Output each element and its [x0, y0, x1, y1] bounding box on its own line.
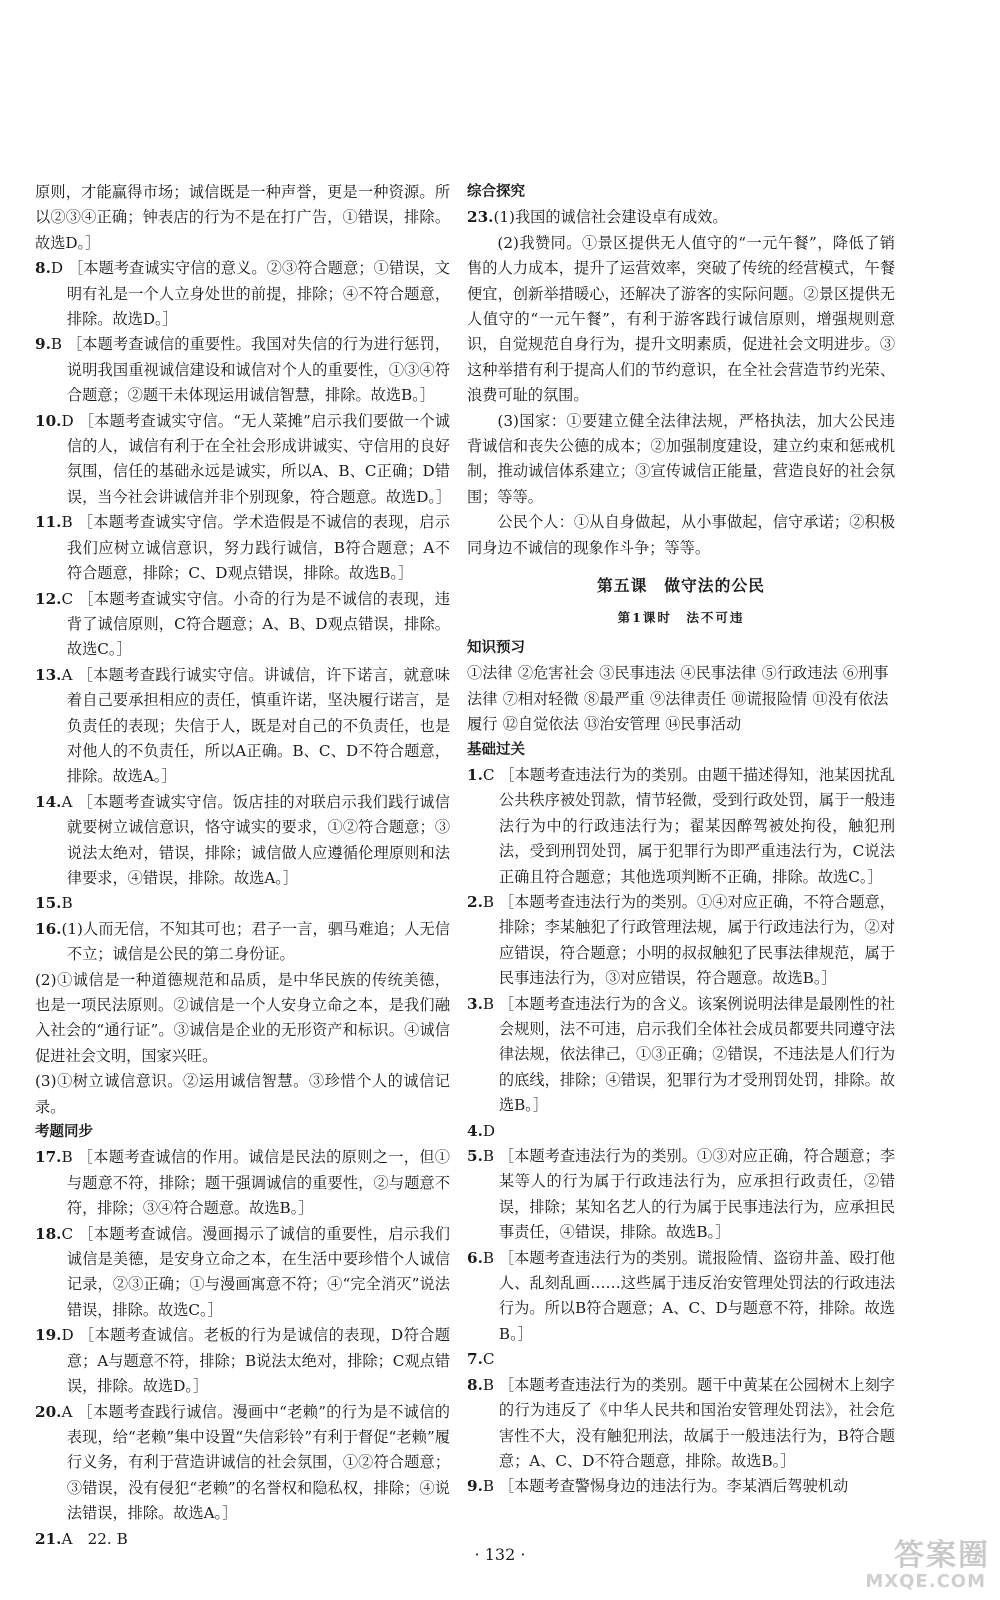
answer-paragraph: (3)国家：①要建立健全法律法规，严格执法，加大公民违背诚信和丧失公德的成本；②加强制度建设，建立约束和惩戒机制，推动诚信体系建立；③宣传诚信正能量，营造良好的社会氛围；等等。 — [467, 411, 895, 506]
item-number: 14. — [35, 792, 62, 811]
answer-item — [35, 587, 450, 663]
item-number: 9. — [35, 335, 51, 354]
section-heading: 综合探究 — [467, 184, 525, 200]
item-number: 6. — [467, 1248, 483, 1267]
answer-item — [35, 332, 450, 408]
preview-term: ⑦相对轻微 — [502, 689, 579, 708]
section-heading: 基础过关 — [467, 741, 525, 758]
item-text: C — [482, 1350, 495, 1369]
preview-term: ⑫自觉依法 — [502, 715, 579, 734]
item-number: 10. — [35, 411, 62, 430]
item-number: 5. — [467, 1147, 483, 1166]
item-number: 9. — [467, 1477, 483, 1496]
watermark — [830, 1530, 990, 1592]
preview-term: ⑧最严重 — [583, 689, 645, 708]
answer-paragraph: (3)①树立诚信意识。②运用诚信智慧。③珍惜个人的诚信记录。 — [35, 1072, 450, 1116]
answer-paragraph: (2)我赞同。①景区提供无人值守的“一元午餐”，降低了销售的人力成本，提升了运营效率，突破了传统的经营模式，午餐便宜，创新举措暖心，还解决了游客的实际问题。②景区提供无人值守的“一元午餐”，有利于游客践行诚信原则，增强规则意识，自觉规范自身行为，提升文明素质，促进社会文明进步。③这种举措有利于提高人们的节约意识，在全社会营造节约光荣、浪费可耻的氛围。 — [467, 233, 895, 405]
item-text: C ［本题考查违法行为的类别。由题干描述得知，池某因扰乱公共秩序被处罚款，情节轻微，受到行政处罚，属于一般违法行为中的行政违法行为；翟某因醉驾被处拘役，触犯刑法，受到刑罚处罚，属于犯罪行为即严重违法行为，C说法正确且符合题意；其他选项判断不正确，排除。故选C。］ — [482, 765, 895, 886]
answer-item — [35, 790, 450, 892]
item-text: D ［本题考查诚实守信的意义。②③符合题意；①错误，文明有礼是一个人立身处世的前提，排除；④不符合题意，排除。故选D。］ — [50, 259, 450, 329]
item-number: 8. — [467, 1375, 483, 1394]
answer-paragraph: 公民个人：①从自身做起，从小事做起，信守承诺；②积极同身边不诚信的现象作斗争；等等。 — [467, 513, 895, 557]
page-number: · 132 · — [474, 1545, 526, 1564]
watermark-logo: 答案圈 — [894, 1538, 990, 1573]
item-text: D ［本题考查诚信。老板的行为是诚信的表现，D符合题意；A与题意不符，排除；B说法太绝对，排除；C观点错误，排除。故选D。］ — [61, 1326, 450, 1396]
item-text: D ［本题考查诚实守信。“无人菜摊”启示我们要做一个诚信的人，诚信有利于在全社会形成讲诚实、守信用的良好氛围，信任的基础永远是诚实，所以A、B、C正确；D错误，当今社会讲诚信并非个别现象，符合题意。故选D。］ — [61, 411, 452, 506]
period-title: 第1课时 法不可违 — [617, 609, 745, 625]
preview-term: ⑭民事活动 — [665, 715, 742, 734]
item-number: 4. — [467, 1121, 483, 1140]
answer-item — [35, 917, 450, 968]
preview-term: ⑩谎报险情 — [731, 689, 808, 708]
answer-item — [35, 256, 450, 332]
item-number: 7. — [467, 1350, 483, 1369]
preview-term: ④民事法律 — [680, 664, 757, 683]
knowledge-preview-list — [467, 661, 895, 737]
item-number: 12. — [35, 589, 62, 608]
item-text: B ［本题考查违法行为的类别。①④对应正确，不符合题意，排除；李某触犯了行政管理法规，属于行政违法行为，②对应错误，符合题意；小明的叔叔触犯了民事法律规范，属于民事违法行为，③对应错误，符合题意。故选B。］ — [482, 892, 895, 988]
answer-item — [467, 890, 895, 992]
answer-item — [35, 663, 450, 790]
answer-item — [35, 1222, 450, 1324]
item-number: 17. — [35, 1148, 62, 1167]
item-number: 13. — [35, 665, 62, 684]
item-number: 21. — [35, 1529, 62, 1548]
item-text: A ［本题考查践行诚信。漫画中“老赖”的行为是不诚信的表现，给“老赖”集中设置“失信彩铃”有利于督促“老赖”履行义务，有利于营造讲诚信的社会氛围，①②符合题意；③错误，没有侵犯“老赖”的名誉权和隐私权，排除；④说法错误，排除。故选A。］ — [61, 1402, 450, 1523]
right-column — [467, 180, 895, 1500]
item-text: C ［本题考查诚信。漫画揭示了诚信的重要性，启示我们诚信是美德，是安身立命之本，在生活中要珍惜个人诚信记录，②③正确；①与漫画寓意不符；④“完全消灭”说法错误，排除。故选C。］ — [61, 1224, 450, 1319]
section-heading: 知识预习 — [467, 639, 525, 656]
answer-item — [35, 409, 450, 511]
item-text: B — [61, 894, 73, 913]
item-number: 8. — [35, 259, 51, 278]
section-heading: 考题同步 — [35, 1124, 93, 1141]
item-number: 18. — [35, 1224, 62, 1243]
answer-paragraph: 原则，才能赢得市场；诚信既是一种声誉，更是一种资源。所以②③④正确；钟表店的行为不是在打广告，①错误，排除。故选D。］ — [35, 183, 450, 252]
preview-term: ①法律 — [467, 664, 513, 683]
answer-item — [35, 510, 450, 586]
item-number: 3. — [467, 994, 483, 1013]
answer-paragraph: (2)①诚信是一种道德规范和品质，是中华民族的传统美德，也是一项民法原则。②诚信是一个人安身立命之本，是我们融入社会的“通行证”。③诚信是企业的无形资产和标识。④诚信促进社会文明，国家兴旺。 — [35, 970, 450, 1065]
answer-item — [467, 1246, 895, 1348]
item-text: (1)人而无信，不知其可也；君子一言，驷马难追；人无信不立；诚信是公民的第二身份证。 — [61, 919, 450, 964]
answer-item — [467, 992, 895, 1119]
answer-item — [467, 1474, 895, 1499]
answer-item — [467, 205, 895, 230]
answer-item — [467, 1347, 895, 1372]
preview-term: ⑪没有依法履行 — [467, 689, 889, 734]
answer-item — [35, 1145, 450, 1221]
item-text: A ［本题考查践行诚实守信。讲诚信，许下诺言，就意味着自己要承担相应的责任，慎重许诺，坚决履行诺言，是负责任的表现；失信于人，既是对自己的不负责任，也是对他人的不负责任，所以A正确。B、C、D不符合题意，排除。故选A。］ — [61, 665, 450, 786]
item-number: 20. — [35, 1402, 62, 1421]
left-column — [35, 180, 450, 1552]
item-text: B ［本题考查警惕身边的违法行为。李某酒后驾驶机动 — [482, 1477, 849, 1496]
preview-term: ⑨法律责任 — [650, 689, 726, 708]
answer-item — [467, 1144, 895, 1246]
item-number: 11. — [35, 513, 62, 532]
item-text: B ［本题考查诚信的作用。诚信是民法的原则之一，但①与题意不符，排除；题干强调诚信的重要性，②与题意不符，排除；③④符合题意。故选B。］ — [61, 1148, 450, 1218]
item-number: 16. — [35, 919, 62, 938]
item-text: (1)我国的诚信社会建设卓有成效。 — [493, 208, 728, 227]
item-number: 23. — [467, 208, 494, 227]
answer-item — [467, 1119, 895, 1144]
answer-item — [35, 891, 450, 916]
answer-item — [467, 1373, 895, 1475]
item-number: 15. — [35, 894, 62, 913]
answer-item — [35, 1323, 450, 1399]
item-text: A 22. B — [61, 1529, 128, 1548]
preview-term: ③民事违法 — [599, 664, 676, 683]
item-text: B ［本题考查违法行为的含义。该案例说明法律是最刚性的社会规则，法不可违，启示我们全体社会成员都要共同遵守法律法规，依法律己，①③正确；②错误，不违法是人们行为的底线，排除；④错误，犯罪行为才受刑罚处罚，排除。故选B。］ — [482, 994, 895, 1115]
item-number: 2. — [467, 892, 483, 911]
preview-term: ⑬治安管理 — [583, 715, 660, 734]
preview-term: ⑥刑事法律 — [467, 664, 889, 708]
preview-term: ⑤行政违法 — [761, 664, 838, 683]
item-text: B ［本题考查诚信的重要性。我国对失信的行为进行惩罚，说明我国重视诚信建设和诚信对个人的重要性，①③④符合题意；②题干未体现运用诚信智慧，排除。故选B。］ — [50, 335, 450, 405]
item-text: C ［本题考查诚实守信。小奇的行为是不诚信的表现，违背了诚信原则，C符合题意；A、B、D观点错误，排除。故选C。］ — [61, 589, 450, 659]
item-text: A ［本题考查诚实守信。饭店挂的对联启示我们践行诚信就要树立诚信意识，恪守诚实的要求，①②符合题意；③说法太绝对，错误，排除；诚信做人应遵循伦理原则和法律要求，④错误，排除。故选A。］ — [61, 792, 450, 887]
item-number: 19. — [35, 1326, 62, 1345]
answer-item — [467, 763, 895, 890]
item-number: 1. — [467, 765, 483, 784]
item-text: B ［本题考查违法行为的类别。谎报险情、盗窃井盖、殴打他人、乱刻乱画……这些属于违反治安管理处罚法的行政违法行为。所以B符合题意；A、C、D与题意不符，排除。故选B。］ — [482, 1248, 895, 1343]
lesson-title: 第五课 做守法的公民 — [597, 576, 765, 596]
item-text: B ［本题考查违法行为的类别。①③对应正确，符合题意；李某等人的行为属于行政违法行为，应承担行政责任，②错误，排除；某知名艺人的行为属于民事违法行为，应承担民事责任，④错误，排除。故选B。］ — [482, 1147, 895, 1242]
watermark-url: MXQE.COM — [865, 1571, 986, 1592]
preview-term: ②危害社会 — [517, 664, 594, 683]
item-text: D — [482, 1121, 496, 1140]
answer-item — [35, 1400, 450, 1527]
item-text: B ［本题考查违法行为的类别。题干中黄某在公园树木上刻字的行为违反了《中华人民共和国治安管理处罚法》，社会危害性不大，没有触犯刑法，故属于一般违法行为，B符合题意；A、C、D不符合题意，排除。故选B。］ — [482, 1375, 895, 1470]
item-text: B ［本题考查诚实守信。学术造假是不诚信的表现，启示我们应树立诚信意识，努力践行诚信，B符合题意；A不符合题意，排除；C、D观点错误，排除。故选B。］ — [61, 513, 450, 583]
